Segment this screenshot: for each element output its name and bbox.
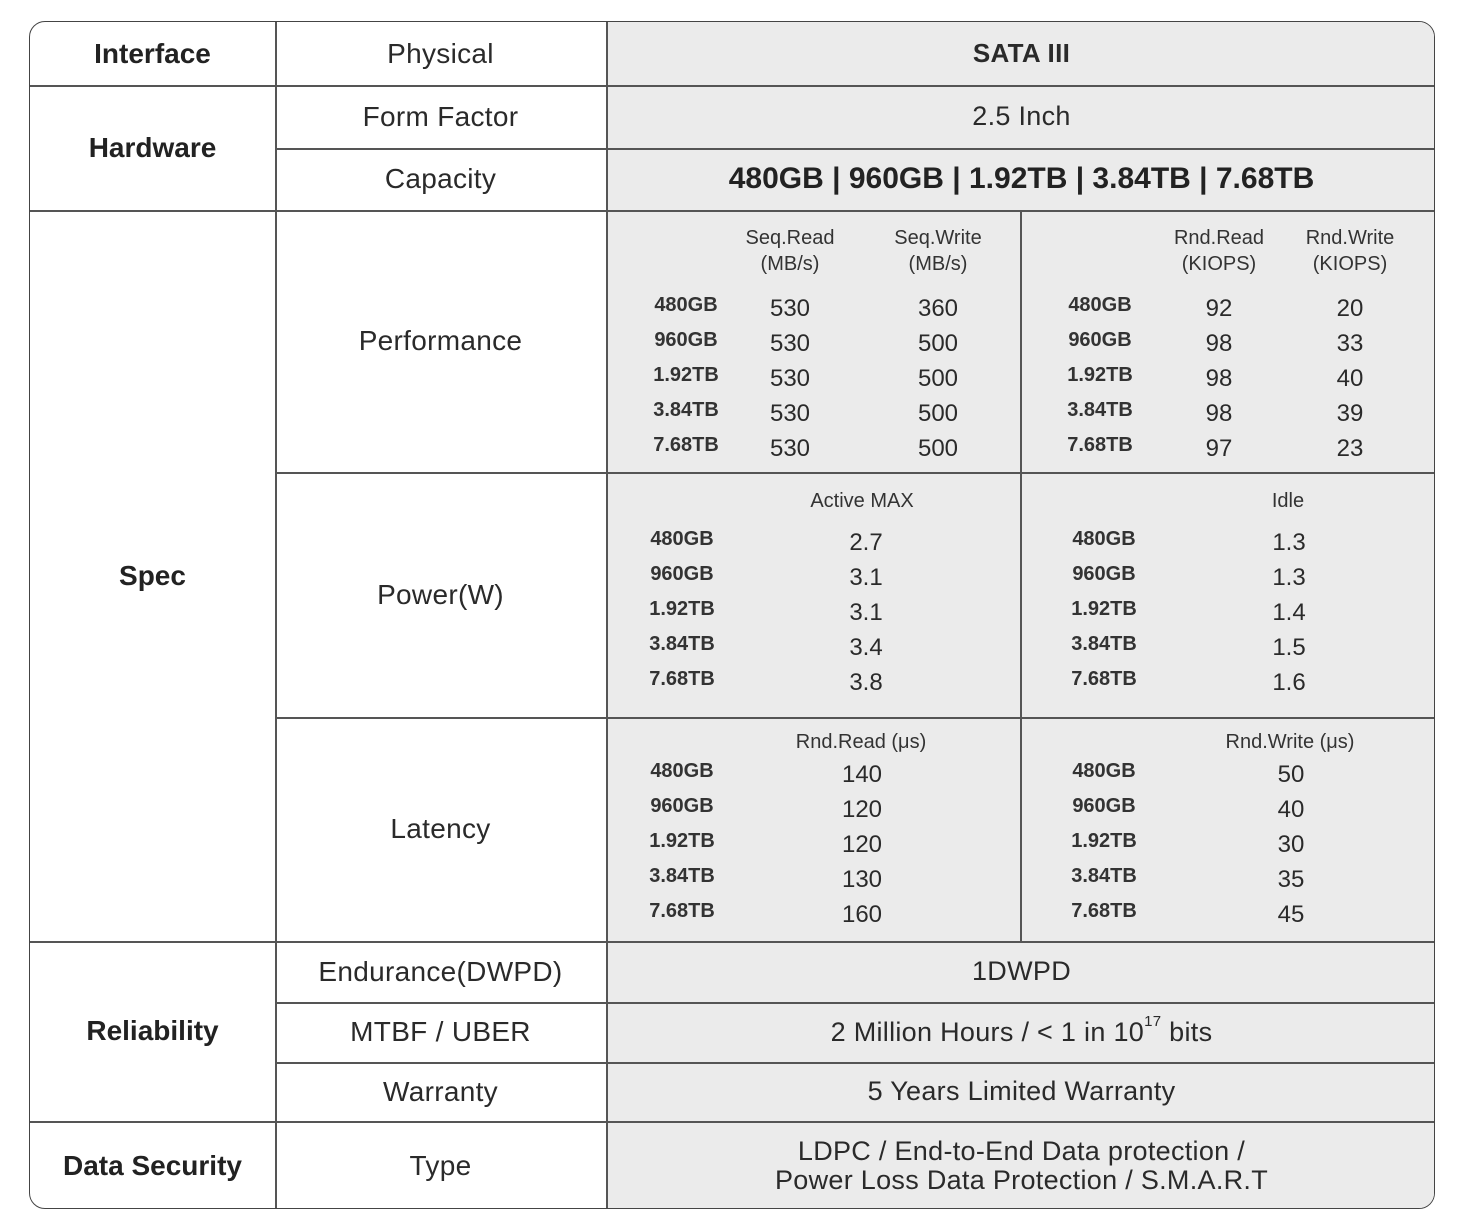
mtbf-suffix: bits (1161, 1016, 1213, 1047)
perf-capacity-label-right: 3.84TB (1067, 399, 1133, 421)
latency-read-value: 160 (841, 901, 883, 928)
perf-capacity-label-left: 1.92TB (653, 364, 719, 386)
latency-capacity-label-left: 1.92TB (649, 830, 715, 852)
label-power: Power(W) (377, 578, 504, 610)
header-latency-read: Rnd.Read (μs) (795, 731, 927, 753)
latency-capacity-label-right: 1.92TB (1071, 830, 1137, 852)
power-capacity-label-left: 3.84TB (649, 633, 715, 655)
power-capacity-label-right: 960GB (1072, 563, 1136, 585)
perf-capacity-label-right: 480GB (1068, 294, 1132, 316)
perf-rnd-write-value: 33 (1336, 330, 1364, 357)
label-latency: Latency (390, 813, 491, 844)
latency-capacity-label-right: 7.68TB (1071, 900, 1137, 922)
label-mtbf: MTBF / UBER (350, 1016, 531, 1047)
perf-seq-read-value: 530 (769, 330, 811, 357)
latency-write-value: 30 (1277, 831, 1305, 858)
value-type (607, 1121, 1435, 1209)
category-spec: Spec (119, 559, 186, 591)
type-line-1: LDPC / End-to-End Data protection / (797, 1135, 1246, 1166)
power-capacity-label-right: 480GB (1072, 528, 1136, 550)
latency-read-value: 120 (841, 796, 883, 823)
perf-capacity-label-right: 960GB (1068, 329, 1132, 351)
category-reliability: Reliability (86, 1015, 219, 1046)
power-active-value: 3.8 (849, 669, 883, 696)
power-capacity-label-left: 480GB (650, 528, 714, 550)
label-capacity: Capacity (384, 163, 497, 194)
perf-seq-read-value: 530 (769, 295, 811, 322)
power-capacity-label-left: 1.92TB (649, 598, 715, 620)
perf-capacity-label-left: 7.68TB (653, 434, 719, 456)
label-form-factor: Form Factor (362, 100, 519, 132)
power-capacity-label-right: 7.68TB (1071, 668, 1137, 690)
perf-rnd-read-value: 98 (1205, 400, 1233, 427)
label-performance: Performance (358, 325, 523, 356)
power-idle-value: 1.4 (1272, 599, 1306, 626)
perf-seq-read-value: 530 (769, 400, 811, 427)
header-seq-read: Seq.Read (MB/s) (745, 227, 835, 275)
power-active-value: 3.1 (849, 599, 883, 626)
perf-seq-read-value: 530 (769, 365, 811, 392)
value-physical: SATA III (972, 38, 1071, 68)
perf-rnd-read-value: 92 (1205, 295, 1233, 322)
perf-rnd-write-value: 20 (1336, 295, 1364, 322)
header-rnd-read: Rnd.Read (KIOPS) (1173, 227, 1265, 275)
value-endurance: 1DWPD (971, 956, 1071, 986)
perf-rnd-read-value: 98 (1205, 330, 1233, 357)
latency-write-value: 45 (1277, 901, 1305, 928)
type-line-2: Power Loss Data Protection / S.M.A.R.T (774, 1164, 1269, 1195)
power-idle-value: 1.6 (1272, 669, 1306, 696)
latency-write-value: 50 (1277, 761, 1305, 788)
latency-capacity-label-right: 480GB (1072, 760, 1136, 782)
latency-capacity-label-right: 960GB (1072, 795, 1136, 817)
power-active-value: 2.7 (849, 529, 883, 556)
perf-rnd-write-value: 40 (1336, 365, 1364, 392)
power-idle-value: 1.5 (1272, 634, 1306, 661)
power-active-value: 3.1 (849, 564, 883, 591)
category-interface: Interface (94, 37, 211, 69)
perf-capacity-label-right: 1.92TB (1067, 364, 1133, 386)
perf-capacity-label-left: 3.84TB (653, 399, 719, 421)
latency-capacity-label-left: 7.68TB (649, 900, 715, 922)
perf-rnd-write-value: 23 (1336, 435, 1364, 462)
power-capacity-label-right: 1.92TB (1071, 598, 1137, 620)
header-latency-write: Rnd.Write (μs) (1225, 731, 1355, 753)
value-form-factor: 2.5 Inch (972, 101, 1071, 131)
perf-capacity-label-right: 7.68TB (1067, 434, 1133, 456)
latency-capacity-label-left: 3.84TB (649, 865, 715, 887)
value-mtbf (607, 1002, 1435, 1062)
label-warranty: Warranty (383, 1075, 498, 1107)
perf-seq-read-value: 530 (769, 435, 811, 462)
header-active-max: Active MAX (810, 490, 914, 512)
power-capacity-label-left: 7.68TB (649, 668, 715, 690)
latency-write-value: 35 (1277, 866, 1305, 893)
perf-seq-write-value: 500 (917, 435, 959, 462)
perf-rnd-write-value: 39 (1336, 400, 1364, 427)
power-idle-value: 1.3 (1272, 529, 1306, 556)
latency-capacity-label-left: 480GB (650, 760, 714, 782)
mtbf-text: 2 Million Hours / < 1 in 10 (830, 1016, 1145, 1047)
power-capacity-label-right: 3.84TB (1071, 633, 1137, 655)
spec-table (29, 21, 1435, 1209)
power-capacity-label-left: 960GB (650, 563, 714, 585)
header-seq-write: Seq.Write (MB/s) (894, 227, 982, 275)
perf-capacity-label-left: 480GB (654, 294, 718, 316)
latency-read-value: 120 (841, 831, 883, 858)
mtbf-exponent: 17 (1144, 1012, 1162, 1030)
latency-read-value: 130 (841, 866, 883, 893)
perf-seq-write-value: 500 (917, 400, 959, 427)
value-warranty: 5 Years Limited Warranty (867, 1076, 1176, 1106)
category-hardware: Hardware (88, 131, 217, 163)
latency-capacity-label-right: 3.84TB (1071, 865, 1137, 887)
label-physical: Physical (387, 37, 494, 69)
label-endurance: Endurance(DWPD) (318, 955, 563, 987)
divider (1020, 210, 1022, 941)
category-data-security: Data Security (63, 1149, 242, 1181)
latency-write-value: 40 (1277, 796, 1305, 823)
power-active-value: 3.4 (849, 634, 883, 661)
perf-capacity-label-left: 960GB (654, 329, 718, 351)
header-rnd-write: Rnd.Write (KIOPS) (1305, 227, 1395, 275)
power-idle-value: 1.3 (1272, 564, 1306, 591)
value-capacity: 480GB | 960GB | 1.92TB | 3.84TB | 7.68TB (728, 162, 1315, 195)
perf-seq-write-value: 500 (917, 365, 959, 392)
header-idle: Idle (1271, 490, 1305, 512)
label-type: Type (409, 1149, 472, 1181)
perf-seq-write-value: 360 (917, 295, 959, 322)
perf-rnd-read-value: 98 (1205, 365, 1233, 392)
perf-rnd-read-value: 97 (1205, 435, 1233, 462)
latency-capacity-label-left: 960GB (650, 795, 714, 817)
perf-seq-write-value: 500 (917, 330, 959, 357)
latency-read-value: 140 (841, 761, 883, 788)
